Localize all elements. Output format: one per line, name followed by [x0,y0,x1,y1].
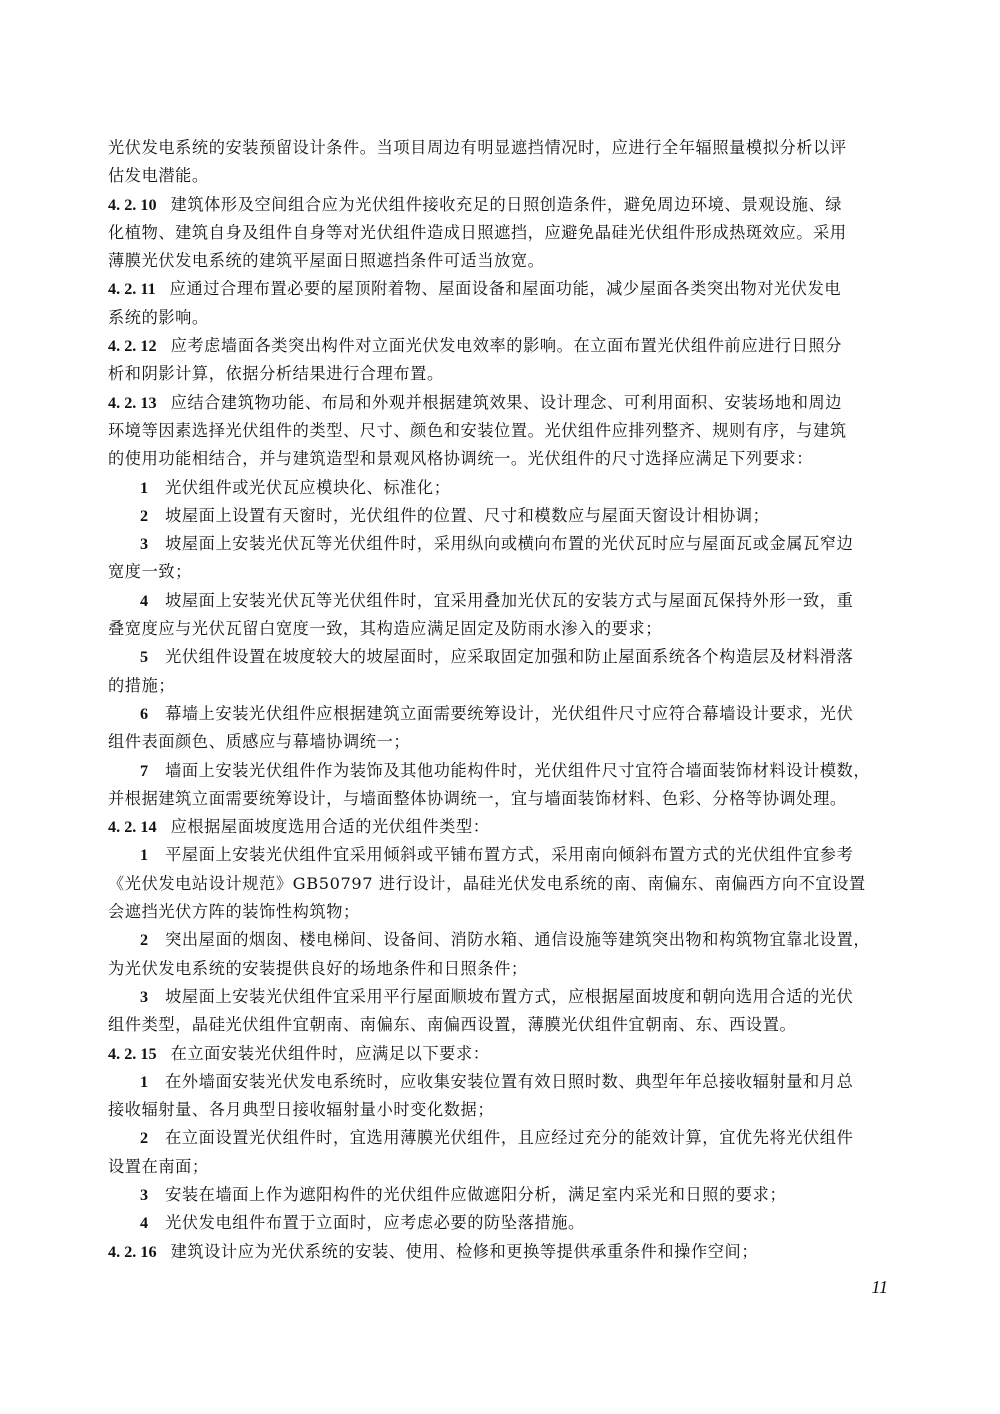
clause-number: 4. 2. 11 [108,280,156,299]
text-line [108,1096,890,1124]
text-line [108,445,890,473]
list-item-number: 6 [140,704,149,723]
text-line [108,898,890,926]
list-item-line [108,1181,890,1209]
clause-number: 4. 2. 15 [108,1044,157,1063]
text-line [108,870,890,898]
list-item-number: 2 [140,931,149,950]
line-text: 的措施； [108,675,176,695]
list-item-number: 1 [140,846,149,865]
clause-number: 4. 2. 16 [108,1242,157,1261]
line-text: 光伏发电系统的安装预留设计条件。当项目周边有明显遮挡情况时，应进行全年辐照量模拟分析以评 [108,138,847,157]
text-line [108,728,890,756]
list-item-number: 4 [140,1214,149,1233]
line-text: 应根据屋面坡度选用合适的光伏组件类型： [170,817,490,837]
list-item-number: 7 [140,761,149,780]
list-item-number: 5 [140,648,149,667]
list-item-line [108,474,890,502]
list-item-line [108,1209,890,1237]
line-text: 环境等因素选择光伏组件的类型、尺寸、颜色和安装位置。光伏组件应排列整齐、规则有序，与建筑 [108,420,847,440]
text-line [108,955,890,983]
line-text: 会遮挡光伏方阵的装饰性构筑物； [108,902,360,922]
list-item-line [108,1124,890,1152]
list-item-line [108,502,890,530]
line-text: 平屋面上安装光伏组件宜采用倾斜或平铺布置方式，采用南向倾斜布置方式的光伏组件宜参考 [165,845,854,865]
line-text: 估发电潜能。 [108,166,209,186]
line-text: 光伏发电组件布置于立面时，应考虑必要的防坠落措施。 [165,1213,585,1233]
list-item-number: 3 [140,987,149,1006]
list-item-number: 3 [140,1185,149,1204]
line-text: 并根据建筑立面需要统筹设计，与墙面整体协调统一，宜与墙面装饰材料、色彩、分格等协调处理。 [108,788,847,808]
clause-line [108,275,890,303]
text-line [108,1153,890,1181]
text-line [108,162,890,190]
clause-line [108,389,890,417]
line-text: 析和阴影计算，依据分析结果进行合理布置。 [108,364,444,384]
line-text: 在立面设置光伏组件时，宜选用薄膜光伏组件，且应经过充分的能效计算，宜优先将光伏组件 [165,1128,854,1148]
line-text: 坡屋面上安装光伏瓦等光伏组件时，采用纵向或横向布置的光伏瓦时应与屋面瓦或金属瓦窄边 [165,534,854,554]
list-item-line [108,983,890,1011]
line-text: 宽度一致； [108,562,192,582]
page-number: 11 [871,1277,888,1297]
line-text: 建筑设计应为光伏系统的安装、使用、检修和更换等提供承重条件和操作空间； [170,1241,759,1261]
line-text: 光伏组件设置在坡度较大的坡屋面时，应采取固定加强和防止屋面系统各个构造层及材料滑落 [165,647,854,667]
line-text: 系统的影响。 [108,307,209,327]
clause-number: 4. 2. 13 [108,393,157,412]
line-text: 接收辐射量、各月典型日接收辐射量小时变化数据； [108,1100,495,1120]
list-item-line [108,841,890,869]
text-line [108,219,890,247]
list-item-line [108,1068,890,1096]
list-item-number: 1 [140,478,149,497]
text-line [108,785,890,813]
line-text: 组件表面颜色、质感应与幕墙协调统一； [108,732,411,752]
line-text: 突出屋面的烟囱、楼电梯间、设备间、消防水箱、通信设施等建筑突出物和构筑物宜靠北设置， [165,930,871,950]
line-text: 《光伏发电站设计规范》GB50797 进行设计，晶硅光伏发电系统的南、南偏东、南偏西方向不宜设置 [108,873,866,893]
list-item-line [108,700,890,728]
list-item-number: 3 [140,535,149,554]
text-line [108,1011,890,1039]
clause-line [108,1238,890,1266]
line-text: 应通过合理布置必要的屋顶附着物、屋面设备和屋面功能，减少屋面各类突出物对光伏发电 [169,279,842,299]
line-text: 叠宽度应与光伏瓦留白宽度一致，其构造应满足固定及防雨水渗入的要求； [108,619,662,639]
line-text: 墙面上安装光伏组件作为装饰及其他功能构件时，光伏组件尺寸宜符合墙面装饰材料设计模数， [165,760,871,780]
text-line [108,672,890,700]
line-text: 光伏组件或光伏瓦应模块化、标准化； [165,477,451,497]
line-text: 坡屋面上安装光伏瓦等光伏组件时，宜采用叠加光伏瓦的安装方式与屋面瓦保持外形一致，重 [165,590,854,610]
clause-number: 4. 2. 12 [108,337,157,356]
text-line [108,134,890,162]
list-item-line [108,643,890,671]
clause-line [108,191,890,219]
list-item-number: 2 [140,506,149,525]
line-text: 为光伏发电系统的安装提供良好的场地条件和日照条件； [108,958,528,978]
clause-line [108,1040,890,1068]
clause-line [108,332,890,360]
line-text: 坡屋面上安装光伏组件宜采用平行屋面顺坡布置方式，应根据屋面坡度和朝向选用合适的光伏 [165,986,854,1006]
line-text: 坡屋面上设置有天窗时，光伏组件的位置、尺寸和模数应与屋面天窗设计相协调； [165,505,770,525]
text-line [108,304,890,332]
line-text: 安装在墙面上作为遮阳构件的光伏组件应做遮阳分析，满足室内采光和日照的要求； [165,1184,787,1204]
list-item-line [108,926,890,954]
text-line [108,558,890,586]
clause-number: 4. 2. 14 [108,818,157,837]
list-item-number: 2 [140,1129,149,1148]
line-text: 在立面安装光伏组件时，应满足以下要求： [170,1043,490,1063]
page-body [108,134,890,1266]
line-text: 的使用功能相结合，并与建筑造型和景观风格协调统一。光伏组件的尺寸选择应满足下列要求： [108,449,814,469]
text-line [108,360,890,388]
list-item-line [108,757,890,785]
line-text: 应考虑墙面各类突出构件对立面光伏发电效率的影响。在立面布置光伏组件前应进行日照分 [170,336,843,356]
list-item-line [108,587,890,615]
list-item-number: 4 [140,591,149,610]
line-text: 在外墙面安装光伏发电系统时，应收集安装位置有效日照时数、典型年年总接收辐射量和月总 [165,1071,854,1091]
line-text: 应结合建筑物功能、布局和外观并根据建筑效果、设计理念、可利用面积、安装场地和周边 [170,392,843,412]
line-text: 薄膜光伏发电系统的建筑平屋面日照遮挡条件可适当放宽。 [108,251,545,271]
line-text: 化植物、建筑自身及组件自身等对光伏组件造成日照遮挡，应避免晶硅光伏组件形成热斑效应。采用 [108,222,847,242]
text-line [108,615,890,643]
list-item-line [108,530,890,558]
text-line [108,417,890,445]
text-line [108,247,890,275]
line-text: 组件类型，晶硅光伏组件宜朝南、南偏东、南偏西设置，薄膜光伏组件宜朝南、东、西设置。 [108,1015,797,1035]
list-item-number: 1 [140,1072,149,1091]
clause-number: 4. 2. 10 [108,195,157,214]
clause-line [108,813,890,841]
line-text: 幕墙上安装光伏组件应根据建筑立面需要统筹设计，光伏组件尺寸应符合幕墙设计要求，光伏 [165,703,854,723]
line-text: 建筑体形及空间组合应为光伏组件接收充足的日照创造条件，避免周边环境、景观设施、绿 [170,194,843,214]
line-text: 设置在南面； [108,1156,209,1176]
